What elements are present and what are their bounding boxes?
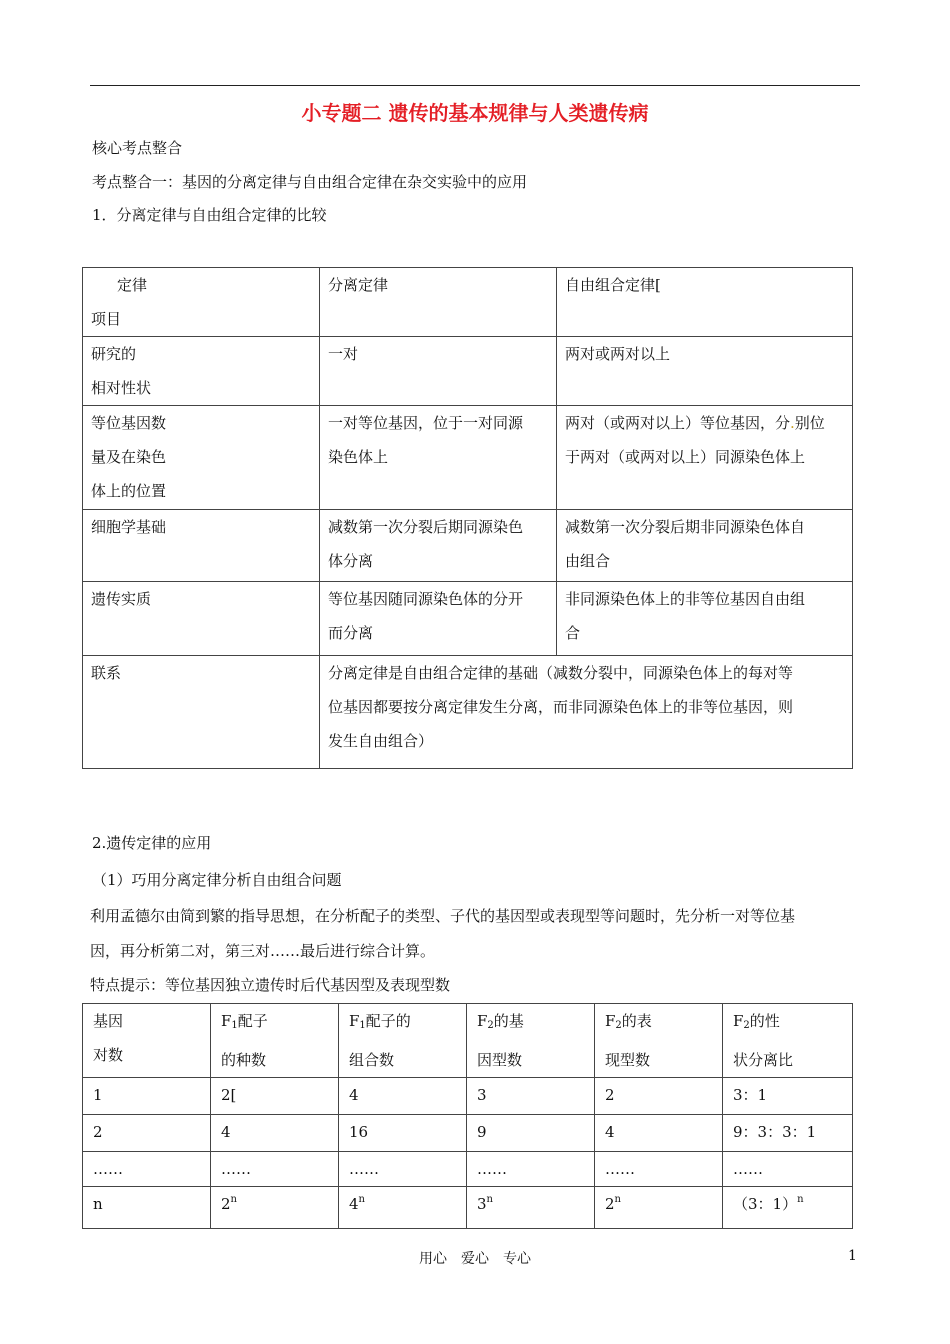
cell-line <box>565 406 844 440</box>
table-row <box>83 337 853 406</box>
comparison-table <box>82 267 853 769</box>
header-line <box>477 1004 584 1043</box>
cell-line: 相对性状 <box>91 379 152 397</box>
header-text: F <box>733 1012 744 1030</box>
free-combination-cell <box>557 510 853 582</box>
corner-item-label: 项目 <box>91 310 122 328</box>
section-heading: 核心考点整合 <box>92 139 183 157</box>
table-cell: 2 <box>595 1078 723 1115</box>
power-exponent: n <box>486 1194 493 1205</box>
header-line: 对数 <box>93 1046 124 1064</box>
table-cell: 3：1 <box>723 1078 853 1115</box>
table-row <box>83 406 853 510</box>
paragraph-line: 因，再分析第二对，第三对……最后进行综合计算。 <box>90 942 436 960</box>
table-cell: 4 <box>211 1115 339 1152</box>
cell-line: 位基因都要按分离定律发生分离，而非同源染色体上的非等位基因，则 <box>328 698 794 716</box>
cell-line: 两对或两对以上 <box>565 345 671 363</box>
cell-line: 遗传实质 <box>91 590 152 608</box>
power-exponent: n <box>614 1194 621 1205</box>
table-cell <box>339 1187 467 1229</box>
header-rule <box>90 85 860 86</box>
cell-line: 一对等位基因，位于一对同源 <box>328 414 524 432</box>
header-line: 因型数 <box>477 1051 523 1069</box>
header-line <box>605 1004 712 1043</box>
cell-line: 体分离 <box>328 552 374 570</box>
cell-line: 而分离 <box>328 624 374 642</box>
table-cell: 2[ <box>211 1078 339 1115</box>
cell-line: 由组合 <box>565 552 611 570</box>
header-line: 状分离比 <box>733 1051 794 1069</box>
header-line: 现型数 <box>605 1051 651 1069</box>
header-text: 配子 <box>237 1012 268 1030</box>
tip-heading: 特点提示：等位基因独立遗传时后代基因型及表现型数 <box>90 976 451 994</box>
table-cell: 16 <box>339 1115 467 1152</box>
header-cell <box>723 1004 853 1078</box>
table-row <box>83 1152 853 1187</box>
table-cell: n <box>83 1187 211 1229</box>
header-text: F <box>349 1012 360 1030</box>
header-line: 的种数 <box>221 1051 267 1069</box>
cell-line: 合 <box>565 624 581 642</box>
table-cell: 3 <box>467 1078 595 1115</box>
header-separation-law: 分离定律 <box>320 268 557 337</box>
cell-line: 等位基因随同源染色体的分开 <box>328 590 524 608</box>
table-cell: …… <box>723 1152 853 1187</box>
item-cell <box>83 582 320 656</box>
table-cell <box>595 1187 723 1229</box>
count-table <box>82 1003 853 1229</box>
header-line <box>221 1004 328 1043</box>
corner-law-label: 定律 <box>117 276 148 294</box>
table-cell: …… <box>211 1152 339 1187</box>
item-cell <box>83 337 320 406</box>
separation-cell <box>320 337 557 406</box>
cell-line: 非同源染色体上的非等位基因自由组 <box>565 590 806 608</box>
item-cell <box>83 406 320 510</box>
free-combination-cell <box>557 406 853 510</box>
corner-cell <box>83 268 320 337</box>
table-cell: 4 <box>595 1115 723 1152</box>
free-combination-cell <box>557 337 853 406</box>
cell-line: 细胞学基础 <box>91 518 167 536</box>
power-base: （3：1） <box>733 1195 798 1213</box>
table-row <box>83 582 853 656</box>
cell-line: 于两对（或两对以上）同源染色体上 <box>565 448 806 466</box>
power-base: 2 <box>605 1195 615 1213</box>
header-subscript: 2 <box>487 1020 494 1031</box>
table-cell: …… <box>339 1152 467 1187</box>
sub1-heading: （1）巧用分离定律分析自由组合问题 <box>92 871 342 889</box>
cell-line: 等位基因数 <box>91 414 167 432</box>
item2-heading: 2.遗传定律的应用 <box>92 834 212 852</box>
header-cell <box>339 1004 467 1078</box>
header-line <box>733 1004 842 1043</box>
item-cell <box>83 510 320 582</box>
table-row <box>83 1187 853 1229</box>
page-footer: 用心 爱心 专心 <box>419 1251 531 1267</box>
header-text: F <box>221 1012 232 1030</box>
table-row <box>83 1115 853 1152</box>
cell-line: 减数第一次分裂后期同源染色 <box>328 518 524 536</box>
header-free-combination-law: 自由组合定律[ <box>557 268 853 337</box>
link-content-cell <box>320 656 853 769</box>
header-line <box>349 1004 456 1043</box>
table-cell: …… <box>83 1152 211 1187</box>
header-subscript: 1 <box>359 1020 366 1031</box>
separation-cell <box>320 510 557 582</box>
power-base: 2 <box>221 1195 231 1213</box>
free-combination-cell <box>557 582 853 656</box>
table-cell: …… <box>595 1152 723 1187</box>
cell-line: 一对 <box>328 345 359 363</box>
page-title: 小专题二 遗传的基本规律与人类遗传病 <box>301 101 649 125</box>
subsection-heading: 考点整合一：基因的分离定律与自由组合定律在杂交实验中的应用 <box>92 173 528 191</box>
table-cell: 9：3：3：1 <box>723 1115 853 1152</box>
stray-mark: . <box>790 414 795 432</box>
table-cell: 1 <box>83 1078 211 1115</box>
cell-line-part: 别位 <box>794 414 825 432</box>
separation-cell <box>320 406 557 510</box>
power-base: 4 <box>349 1195 359 1213</box>
cell-line: 分离定律是自由组合定律的基础（减数分裂中，同源染色体上的每对等 <box>328 664 794 682</box>
power-exponent: n <box>358 1194 365 1205</box>
table-cell <box>467 1187 595 1229</box>
header-cell <box>467 1004 595 1078</box>
table-cell: …… <box>467 1152 595 1187</box>
cell-line: 研究的 <box>91 345 137 363</box>
power-exponent: n <box>797 1194 804 1205</box>
header-cell <box>211 1004 339 1078</box>
header-subscript: 2 <box>615 1020 622 1031</box>
link-label-cell: 联系 <box>83 656 320 769</box>
power-base: 3 <box>477 1195 487 1213</box>
cell-line: 量及在染色 <box>91 448 167 466</box>
header-text: 配子的 <box>365 1012 411 1030</box>
cell-line: 发生自由组合） <box>328 732 434 750</box>
header-subscript: 1 <box>231 1020 238 1031</box>
header-text: F <box>605 1012 616 1030</box>
header-cell <box>83 1004 211 1078</box>
table-cell: 4 <box>339 1078 467 1115</box>
header-cell <box>595 1004 723 1078</box>
header-text: 的基 <box>493 1012 524 1030</box>
table-row <box>83 1078 853 1115</box>
table-cell <box>723 1187 853 1229</box>
page-number: 1 <box>848 1248 857 1264</box>
cell-line-part: 两对（或两对以上）等位基因，分 <box>565 414 791 432</box>
table-cell: 9 <box>467 1115 595 1152</box>
power-exponent: n <box>230 1194 237 1205</box>
item1-heading: 1．分离定律与自由组合定律的比较 <box>92 206 327 224</box>
header-text: F <box>477 1012 488 1030</box>
cell-line: 体上的位置 <box>91 482 167 500</box>
header-line: 组合数 <box>349 1051 395 1069</box>
header-line <box>93 1004 200 1038</box>
header-text: 的表 <box>621 1012 652 1030</box>
table-row <box>83 510 853 582</box>
header-text: 基因 <box>93 1012 124 1030</box>
table-row <box>83 656 853 769</box>
separation-cell <box>320 582 557 656</box>
table-cell <box>211 1187 339 1229</box>
header-text: 的性 <box>749 1012 780 1030</box>
cell-line: 减数第一次分裂后期非同源染色体自 <box>565 518 806 536</box>
table-cell: 2 <box>83 1115 211 1152</box>
table-row <box>83 268 853 337</box>
paragraph-line: 利用孟德尔由简到繁的指导思想，在分析配子的类型、子代的基因型或表现型等问题时，先分析一对等位基 <box>90 907 796 925</box>
cell-line: 染色体上 <box>328 448 389 466</box>
header-subscript: 2 <box>743 1020 750 1031</box>
table-header-row <box>83 1004 853 1078</box>
